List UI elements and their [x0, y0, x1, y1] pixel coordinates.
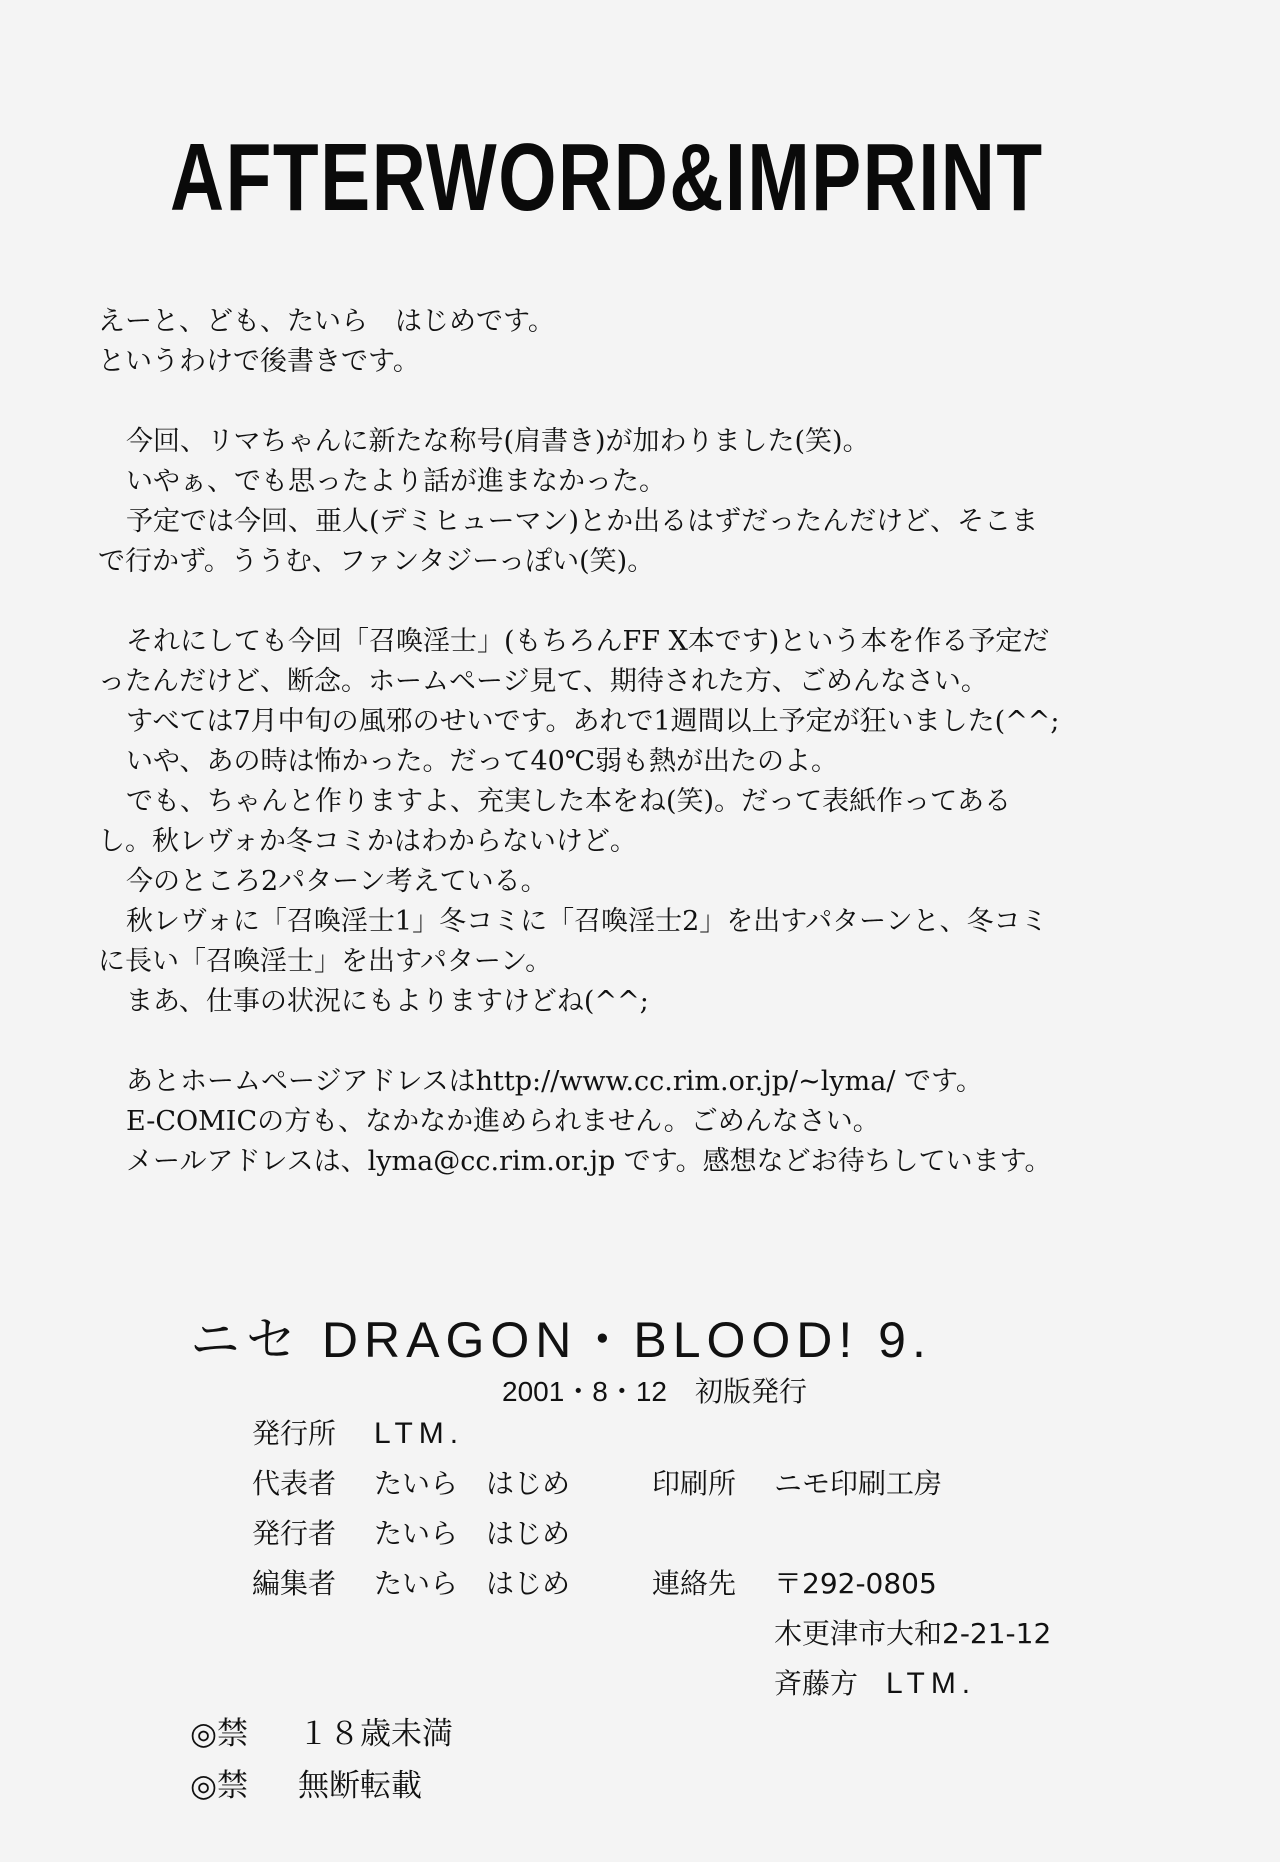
book-title: ニセ DRAGON・BLOOD! 9. — [190, 1312, 932, 1368]
afterword-line: 秋レヴォに「召喚淫士1」冬コミに「召喚淫士2」を出すパターンと、冬コミ — [126, 906, 1048, 937]
afterword-line: ったんだけど、断念。ホームページ見て、期待された方、ごめんなさい。 — [98, 666, 988, 697]
afterword-line: まあ、仕事の状況にもよりますけどね(^^; — [126, 986, 649, 1017]
reproduction-notice — [190, 1764, 422, 1808]
afterword-line: いや、あの時は怖かった。だって40℃弱も熱が出たのよ。 — [126, 746, 839, 777]
publisher-label: 発行所 — [252, 1417, 337, 1450]
printer-value: ニモ印刷工房 — [774, 1467, 943, 1500]
notice-text: 無断転載 — [298, 1768, 422, 1804]
afterword-line: えーと、ども、たいら はじめです。 — [98, 306, 555, 337]
editor-label: 編集者 — [252, 1567, 337, 1600]
afterword-body — [98, 302, 1178, 1182]
afterword-line: 予定では今回、亜人(デミヒューマン)とか出るはずだったんだけど、そこま — [126, 506, 1039, 537]
contact-postal: 〒292-0805 — [774, 1567, 937, 1600]
contact-address: 木更津市大和2-21-12 — [774, 1617, 1052, 1650]
representative-row — [252, 1464, 570, 1504]
page-title: AFTERWORD&IMPRINT — [170, 124, 1044, 231]
notice-text: １８歳未満 — [298, 1716, 453, 1752]
afterword-line: 今回、リマちゃんに新たな称号(肩書き)が加わりました(笑)。 — [126, 426, 870, 457]
editor-value: たいら はじめ — [374, 1567, 571, 1600]
afterword-line: に長い「召喚淫士」を出すパターン。 — [98, 946, 553, 977]
afterword-line: でも、ちゃんと作りますよ、充実した本をね(笑)。だって表紙作ってある — [126, 786, 1012, 817]
afterword-line: し。秋レヴォか冬コミかはわからないけど。 — [98, 826, 637, 857]
representative-value: たいら はじめ — [374, 1467, 571, 1500]
issuer-label: 発行者 — [252, 1517, 337, 1550]
publisher-value: LTM. — [374, 1417, 465, 1450]
contact-care-of: 斉藤方 — [774, 1667, 859, 1700]
afterword-line: というわけで後書きです。 — [98, 346, 420, 377]
afterword-line: E-COMICの方も、なかなか進められません。ごめんなさい。 — [126, 1106, 880, 1137]
prohibition-mark: ◎禁 — [190, 1716, 249, 1752]
editor-row — [252, 1564, 570, 1604]
contact-label: 連絡先 — [652, 1567, 737, 1600]
age-restriction-notice — [190, 1712, 453, 1756]
contact-care-of-row — [774, 1664, 976, 1704]
prohibition-mark: ◎禁 — [190, 1768, 249, 1804]
afterword-line: あとホームページアドレスはhttp://www.cc.rim.or.jp/~lyma/ です。 — [126, 1066, 983, 1097]
afterword-line: すべては7月中旬の風邪のせいです。あれで1週間以上予定が狂いました(^^; — [126, 706, 1060, 737]
contact-name: LTM. — [886, 1667, 977, 1700]
printer-label: 印刷所 — [652, 1467, 737, 1500]
afterword-line: メールアドレスは、lyma@cc.rim.or.jp です。感想などお待ちしています。 — [126, 1146, 1052, 1177]
issuer-value: たいら はじめ — [374, 1517, 571, 1550]
afterword-line: で行かず。ううむ、ファンタジーっぽい(笑)。 — [98, 546, 655, 577]
publisher-row — [252, 1414, 464, 1454]
afterword-line: 今のところ2パターン考えている。 — [126, 866, 548, 897]
printer-row — [652, 1464, 942, 1504]
afterword-line: いやぁ、でも思ったより話が進まなかった。 — [126, 466, 666, 497]
afterword-line: それにしても今回「召喚淫士」(もちろんFF X本です)という本を作る予定だ — [126, 626, 1050, 657]
contact-row — [652, 1564, 937, 1604]
publication-date: 2001・8・12 初版発行 — [502, 1376, 808, 1407]
issuer-row — [252, 1514, 570, 1554]
representative-label: 代表者 — [252, 1467, 337, 1500]
